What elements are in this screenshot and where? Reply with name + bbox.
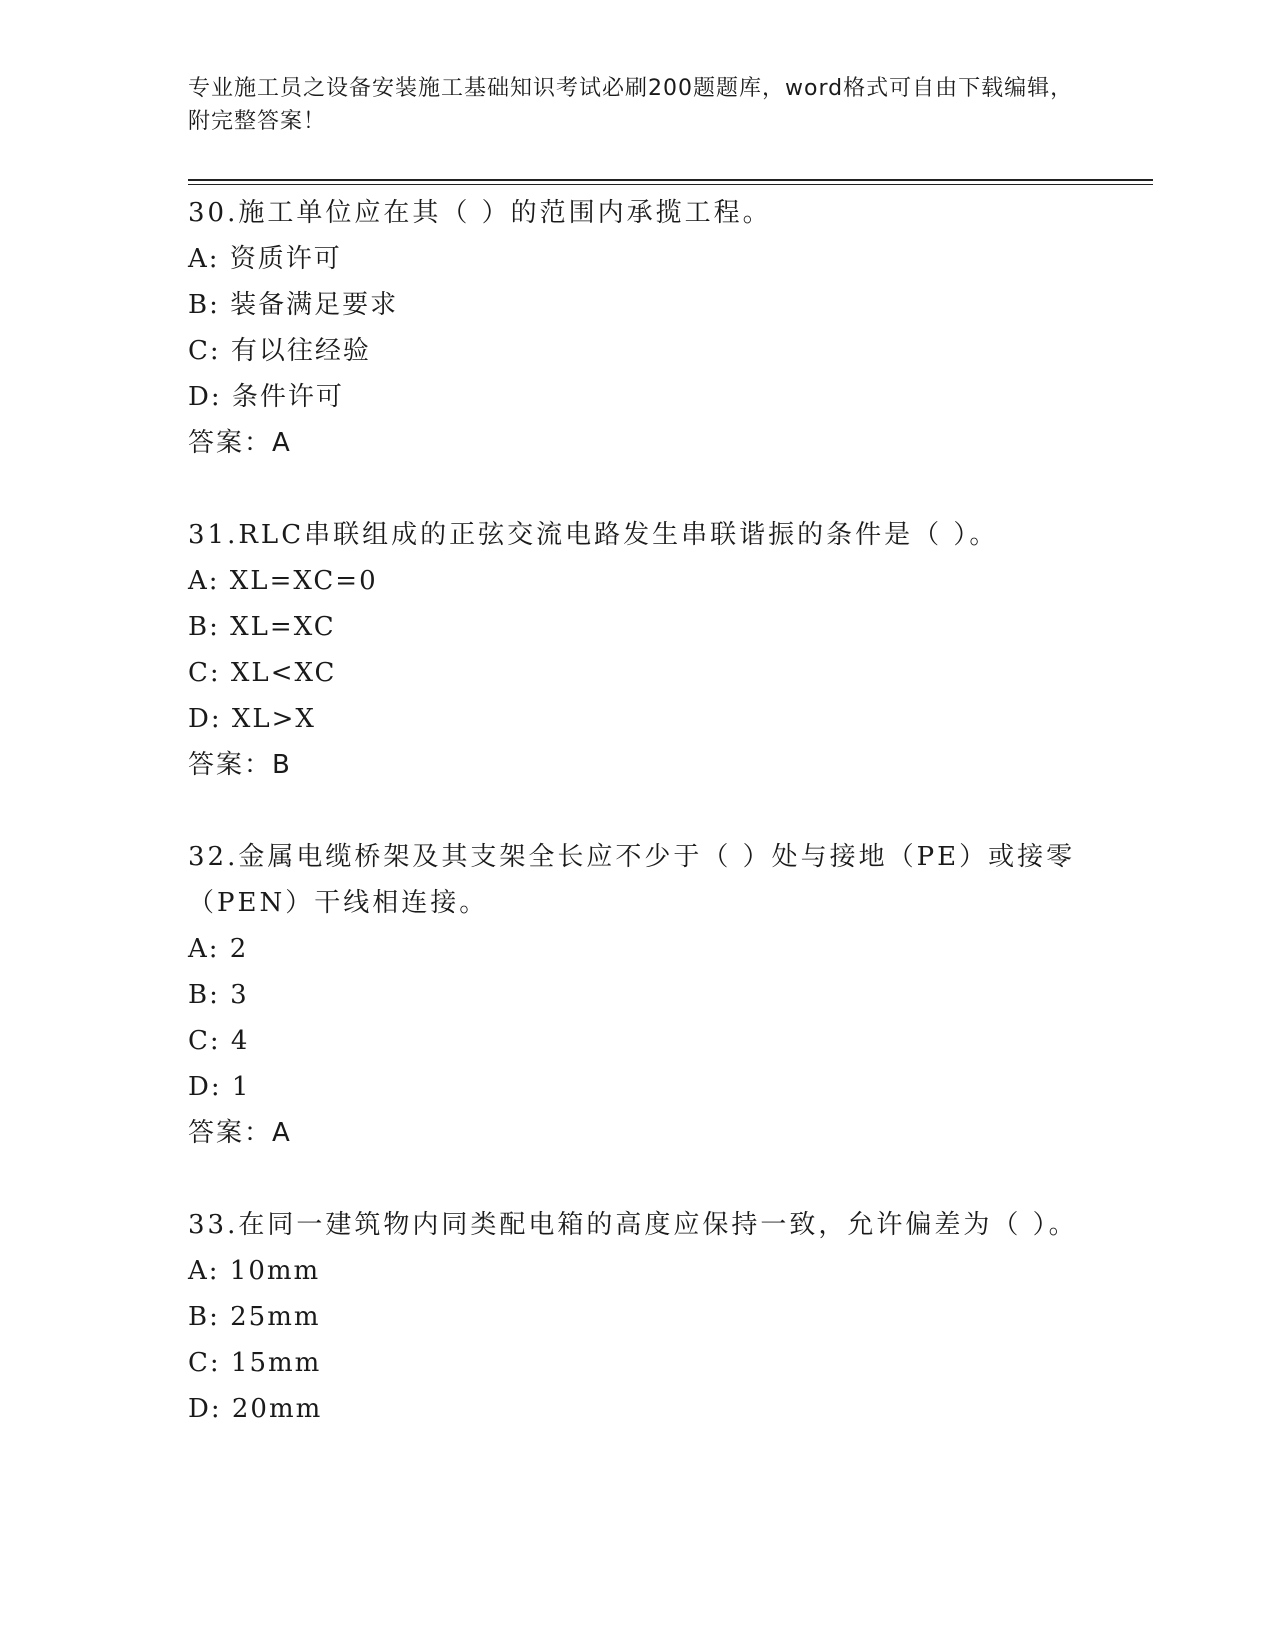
option-a: A: XL=XC=0: [188, 566, 378, 596]
question-30: [188, 190, 1088, 466]
question-text: 32.金属电缆桥架及其支架全长应不少于（ ）处与接地（PE）或接零（PEN）干线相连接。: [188, 842, 1076, 918]
option-b: B: 25mm: [188, 1302, 321, 1332]
header-divider-thick: [188, 179, 1153, 181]
option-a: A: 资质许可: [188, 244, 342, 274]
header-divider-thin: [188, 184, 1153, 185]
question-list: [188, 190, 1088, 1478]
option-c: C: 有以往经验: [188, 336, 371, 366]
question-text: 31.RLC串联组成的正弦交流电路发生串联谐振的条件是（ ）。: [188, 520, 999, 550]
question-32: [188, 834, 1088, 1156]
question-31: [188, 512, 1088, 788]
option-d: D: 条件许可: [188, 382, 344, 412]
option-b: B: 装备满足要求: [188, 290, 399, 320]
option-d: D: 1: [188, 1072, 251, 1102]
document-header: 专业施工员之设备安装施工基础知识考试必刷200题题库，word格式可自由下载编辑，附完整答案！: [188, 76, 1074, 134]
option-d: D: 20mm: [188, 1394, 323, 1424]
answer: 答案：B: [188, 750, 292, 780]
answer: 答案：A: [188, 1118, 292, 1148]
option-a: A: 10mm: [188, 1256, 321, 1286]
option-d: D: XL>X: [188, 704, 316, 734]
answer: 答案：A: [188, 428, 292, 458]
question-33: [188, 1202, 1088, 1432]
question-text: 30.施工单位应在其（ ）的范围内承揽工程。: [188, 198, 772, 228]
option-b: B: 3: [188, 980, 249, 1010]
option-a: A: 2: [188, 934, 249, 964]
option-c: C: XL<XC: [188, 658, 337, 688]
option-c: C: 4: [188, 1026, 250, 1056]
question-text: 33.在同一建筑物内同类配电箱的高度应保持一致，允许偏差为（ ）。: [188, 1210, 1078, 1240]
option-b: B: XL=XC: [188, 612, 336, 642]
option-c: C: 15mm: [188, 1348, 322, 1378]
